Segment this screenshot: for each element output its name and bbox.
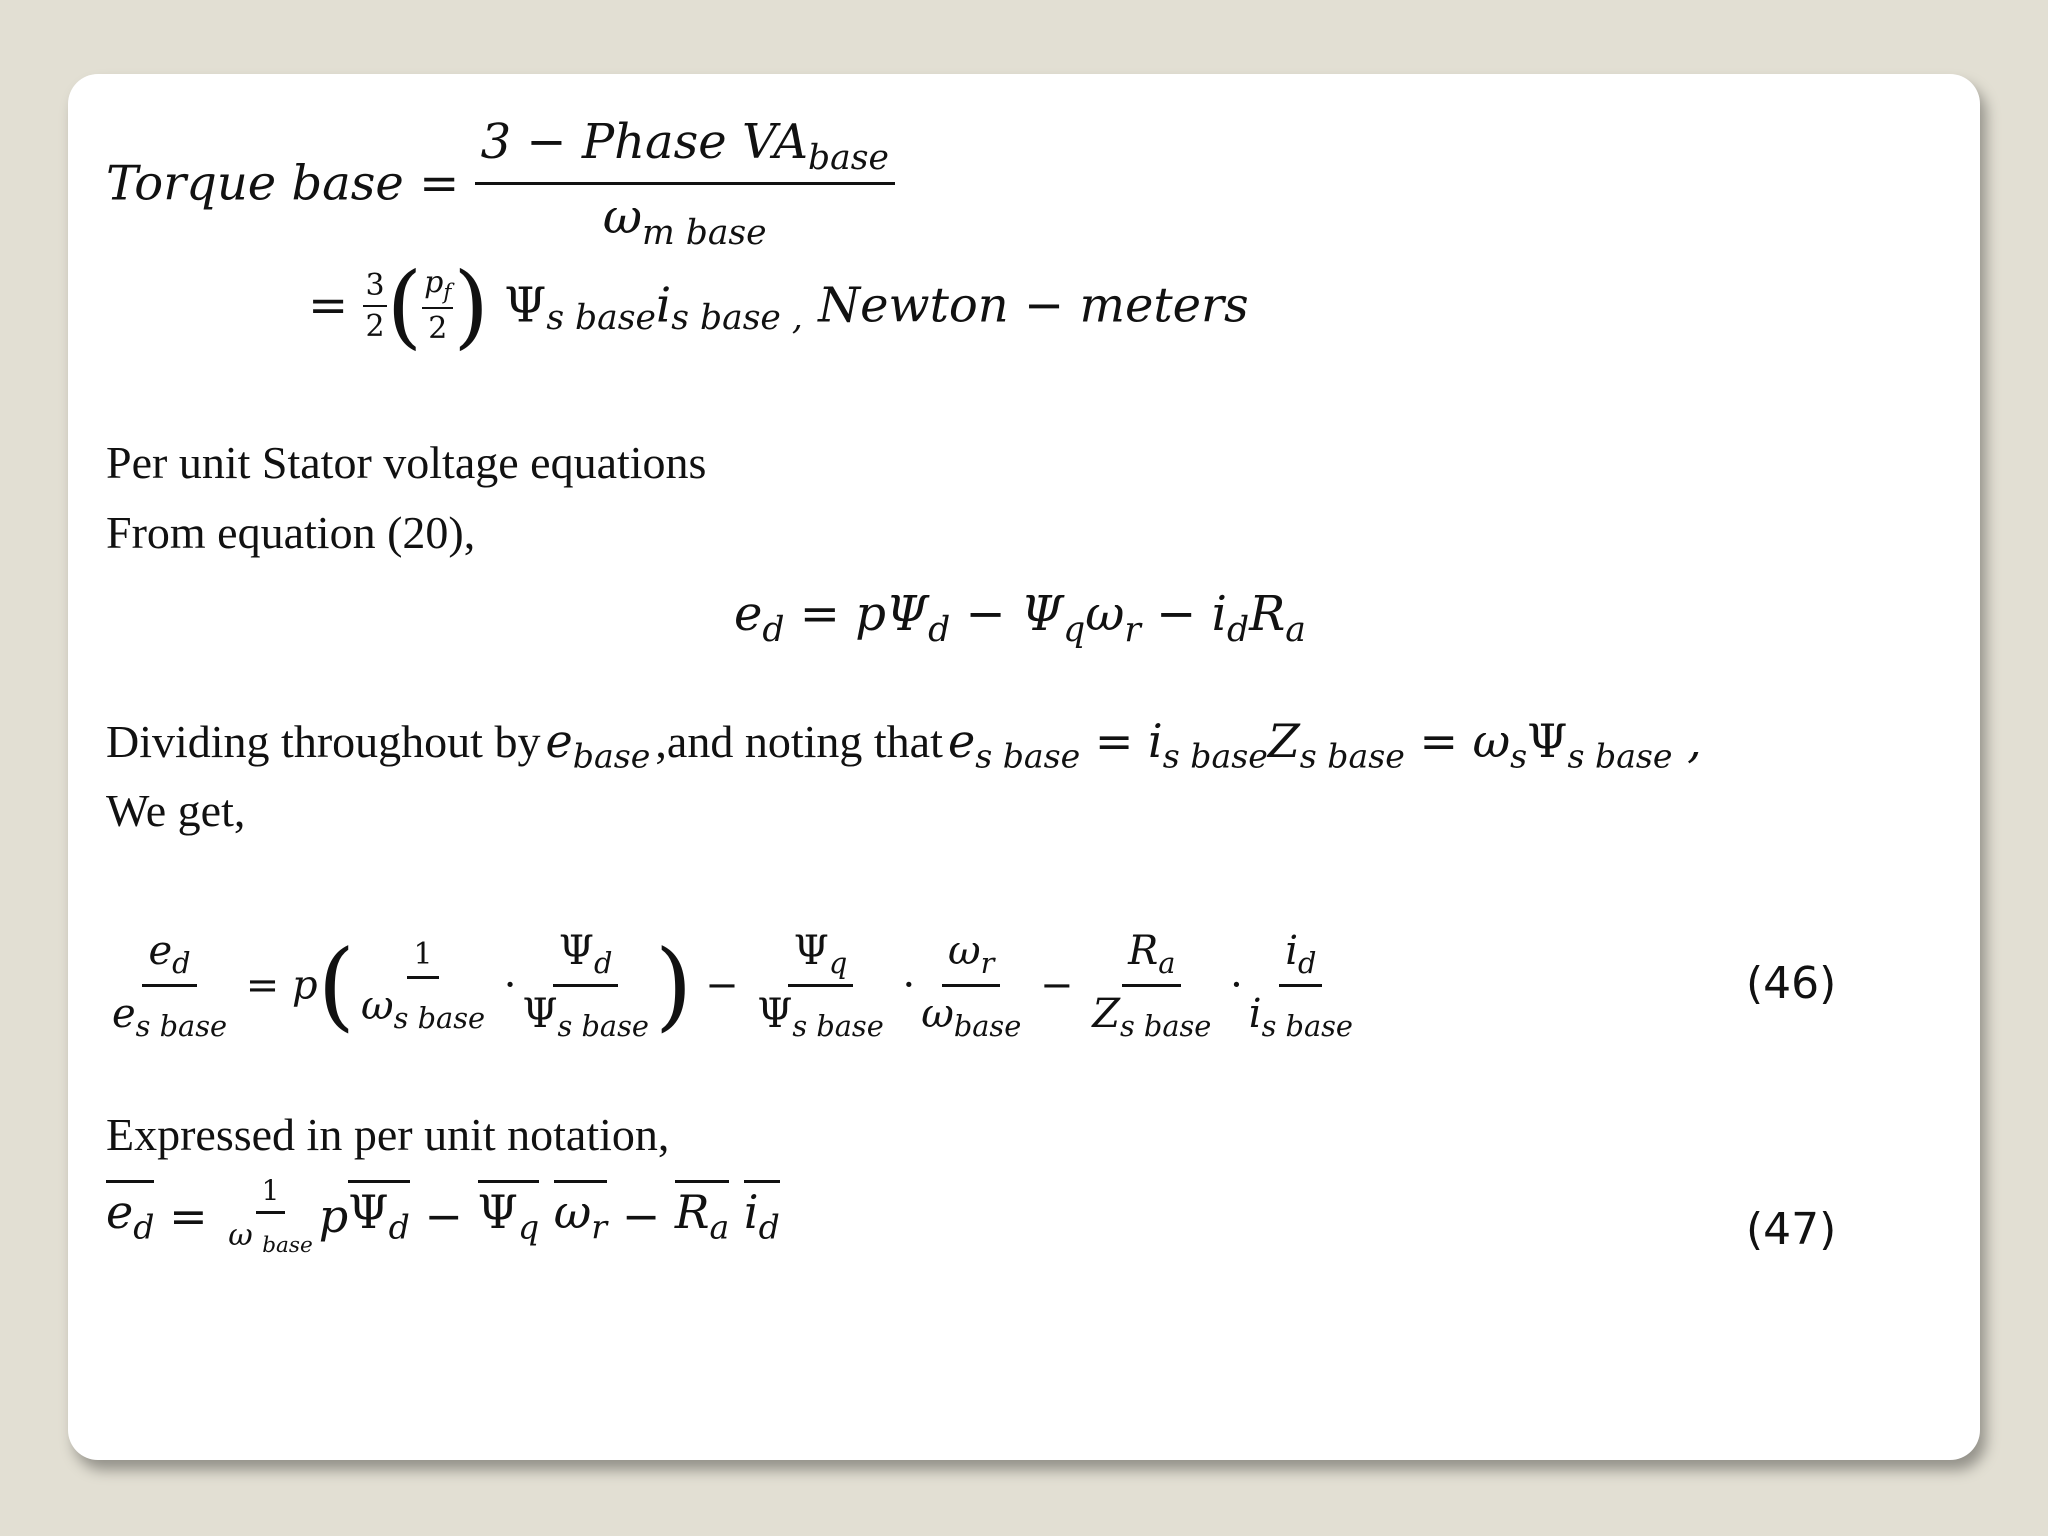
from-equation-20: From equation (20), [106,507,476,558]
units-newton-meters: Newton − meters [818,277,1249,334]
psi-symbol: Ψ [504,277,547,334]
equation-47: $e_d$ = $\frac{1}{\omega _{base}}$ $p\Psi_d - \Psi_q$ $\omega_r - R_a$ $i_d$ [106,1174,780,1258]
torque-den-omega: ω [602,189,642,246]
torque-base-equation [106,114,895,253]
ed-equation: $e_d = p\Psi_d - \Psi_q\omega_r - i_dR_a$ [734,586,1306,651]
equation-46: $\frac{e_d}{e_{s base}}$ = p( $\frac{1}{\omega_{s base}}$ · $\frac{\Psi_d}{\Psi_{s base}}$ ) − $\frac{\Psi_q}{\Psi_{s base}}$ · $\frac{\omega_r}{\omega_{base}}$ − $\frac{R_a}{Z_{s base}}$ · $\frac{i_d}{i_{s base}}$ [112,928,1353,1044]
torque-base-lhs: Torque base = [106,155,460,212]
dividing-throughout-line: Dividing throughout by $e_{base}$ ,and noting that $e_{s base} = i_{s base}Z_{s base} = \omega_s\Psi_{s base}$ , [106,714,1702,776]
torque-base-equation-2: = $\frac{3}{2}$ ( $\frac{p_f}{2}$ ) $\Psi_{s base}i_{s base ,}$ Newton − meters [308,252,1249,359]
pf-over-2-fraction: $\frac{p_f}{2}$ [424,265,452,347]
torque-num-prefix: 3 − Phase VA [480,114,809,170]
slide-card [68,74,1980,1460]
equals-sign: = [308,277,349,334]
torque-base-fraction [475,114,895,253]
three-halves-fraction: $\frac{3}{2}$ [365,267,385,344]
equation-number-46: (46) [1746,958,1837,1009]
torque-num-sub: base [808,138,889,179]
heading-per-unit-stator: Per unit Stator voltage equations [106,437,707,488]
we-get: We get, [106,785,246,836]
expressed-per-unit: Expressed in per unit notation, [106,1109,670,1160]
equation-number-47: (47) [1746,1204,1837,1255]
torque-den-sub: m base [641,213,767,254]
